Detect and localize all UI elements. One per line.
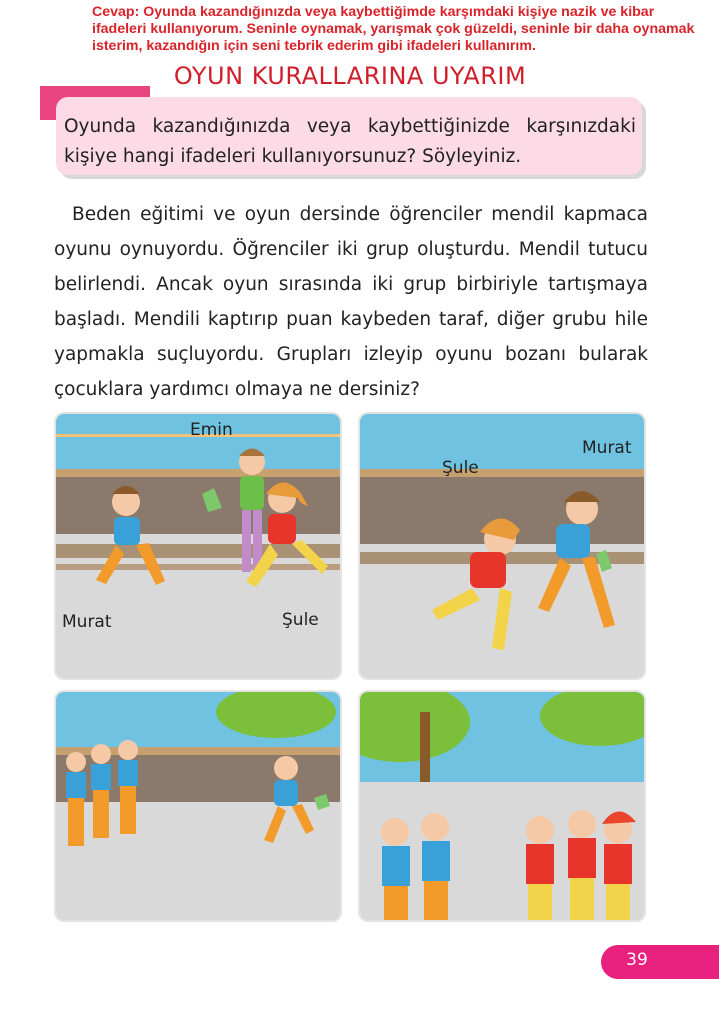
page-title: OYUN KURALLARINA UYARIM (173, 62, 527, 90)
label-murat: Murat (582, 438, 632, 458)
label-emin: Emin (190, 420, 233, 440)
panel-1-drawing (56, 414, 340, 678)
story-text (54, 197, 648, 407)
label-sule: Şule (442, 458, 479, 478)
illustration-panel-2 (358, 412, 646, 680)
story-paragraph: Beden eğitimi ve oyun dersinde öğrenciler mendil kapmaca oyunu oynuyordu. Öğrenciler iki grup oluşturdu. Mendil tutucu belirlendi. Ancak oyun sırasında iki grup birbiriyle tartışmaya başladı. Mendili kaptırıp puan kaybeden taraf, diğer grubu hile yapmakla suçluyordu. Grupları izleyip oyunu bozanı bularak çocuklara yardımcı olmaya ne dersiniz? (54, 204, 648, 400)
panel-4-drawing (360, 692, 644, 920)
group-of-kids-figure (66, 740, 138, 846)
label-sule: Şule (282, 610, 319, 630)
illustration-panel-4 (358, 690, 646, 922)
arguing-kids-right-figure (526, 810, 636, 920)
page-number: 39 (626, 950, 648, 970)
panel-3-drawing (56, 692, 340, 920)
question-text: Oyunda kazandığınızda veya kaybettiğinizde karşınızdaki kişiye hangi ifadeleri kullanıyorsunuz? Söyleyiniz. (64, 116, 636, 167)
illustration-panel-1 (54, 412, 342, 680)
answer-text: Cevap: Oyunda kazandığınızda veya kaybettiğimde karşımdaki kişiye nazik ve kibar ifadeleri kullanıyorum. Seninle oynamak, yarışmak çok güzeldi, seninle bir daha oynamak isterim, kazandığın için seni tebrik ederim gibi ifadeleri kullanırım. (92, 4, 695, 54)
label-murat: Murat (62, 612, 112, 632)
illustration-panel-3 (54, 690, 342, 922)
